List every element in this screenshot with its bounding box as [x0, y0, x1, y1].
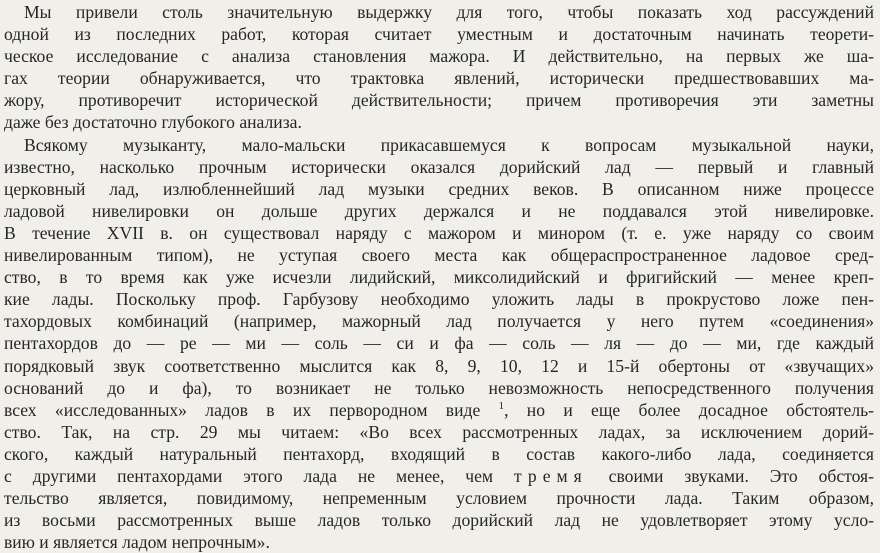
text-line: порядковый звук соответственно мыслится как 8, 9, 10, 12 и 15-й обертоны от «звучащих» — [4, 355, 874, 376]
text-line: ство, в то время как уже исчезли лидийский, миксолидийский и фригийский — менее креп- — [4, 267, 874, 288]
text-line: гах теории обнаруживается, что трактовка явлений, исторически предшествовавших ма- — [4, 68, 874, 89]
text-line: ческое исследование с анализа становления мажора. И действительно, на первых же ша- — [4, 46, 874, 67]
text-line: церковный лад, излюбленнейший лад музыки средних веков. В описанном ниже процессе — [4, 178, 874, 199]
text-line: тельство является, повидимому, непременным условием прочности лада. Таким образом, — [4, 488, 874, 509]
text-line — [4, 465, 874, 487]
text-line: одной из последних работ, которая считает уместным и достаточным начинать теорети- — [4, 24, 874, 45]
text-line — [4, 399, 874, 421]
text-line: пентахордов до — ре — ми — соль — си и фа — соль — ля — до — ми, где каждый — [4, 333, 874, 354]
text-segment: всех «исследованных» ладов в их первородном виде — [4, 399, 499, 420]
footnote-mark[interactable]: 1 — [498, 399, 505, 412]
text-line: кие лады. Поскольку проф. Гарбузову необходимо уложить лады в прокрустово ложе пен- — [4, 289, 874, 310]
text-line: тахордовых комбинаций (например, мажорный лад получается у него путем «соединения» — [4, 311, 874, 332]
text-line: даже без достаточно глубокого анализа. — [4, 112, 302, 133]
text-segment: своими звуками. Это обстоя- — [587, 465, 875, 486]
text-segment: , но и еще более досадное обстоятель- — [504, 399, 875, 420]
text-line: ство. Так, на стр. 29 мы читаем: «Во всех рассмотренных ладах, за исключением дорий- — [4, 421, 874, 442]
text-line: из восьми рассмотренных выше ладов только дорийский лад не удовлетворяет этому усло- — [4, 510, 874, 531]
text-segment: с другими пентахордами этого лада не менее, чем — [4, 465, 514, 486]
text-line: ского, каждый натуральный пентахорд, входящий в состав какого-либо лада, соединяется — [4, 443, 874, 464]
paragraph-1 — [4, 1, 874, 134]
text-line: ладовой нивелировки он дольше других держался и не поддавался этой нивелировке. — [4, 200, 874, 221]
text-line: известно, насколько прочным исторически оказался дорийский лад — первый и главный — [4, 156, 874, 177]
text-line: В течение XVII в. он существовал наряду с мажором и минором (т. е. уже наряду со своим — [4, 222, 874, 243]
text-line: нивелированным типом), не уступая своего места как общераспространенное ладовое сред- — [4, 245, 874, 266]
emphasized-word: тремя — [514, 465, 588, 486]
text-line: жору, противоречит исторической действительности; причем противоречия эти заметны — [4, 90, 874, 111]
paragraph-2 — [4, 134, 874, 553]
text-line: оснований до и фа), то возникает не только невозможность непосредственного получения — [4, 377, 874, 398]
text-line: Всякому музыканту, мало-мальски прикасавшемуся к вопросам музыкальной науки, — [24, 134, 874, 155]
text-line: Мы привели столь значительную выдержку для того, чтобы показать ход рассуждений — [24, 2, 874, 22]
text-line: вию и является ладом непрочным». — [4, 532, 270, 553]
